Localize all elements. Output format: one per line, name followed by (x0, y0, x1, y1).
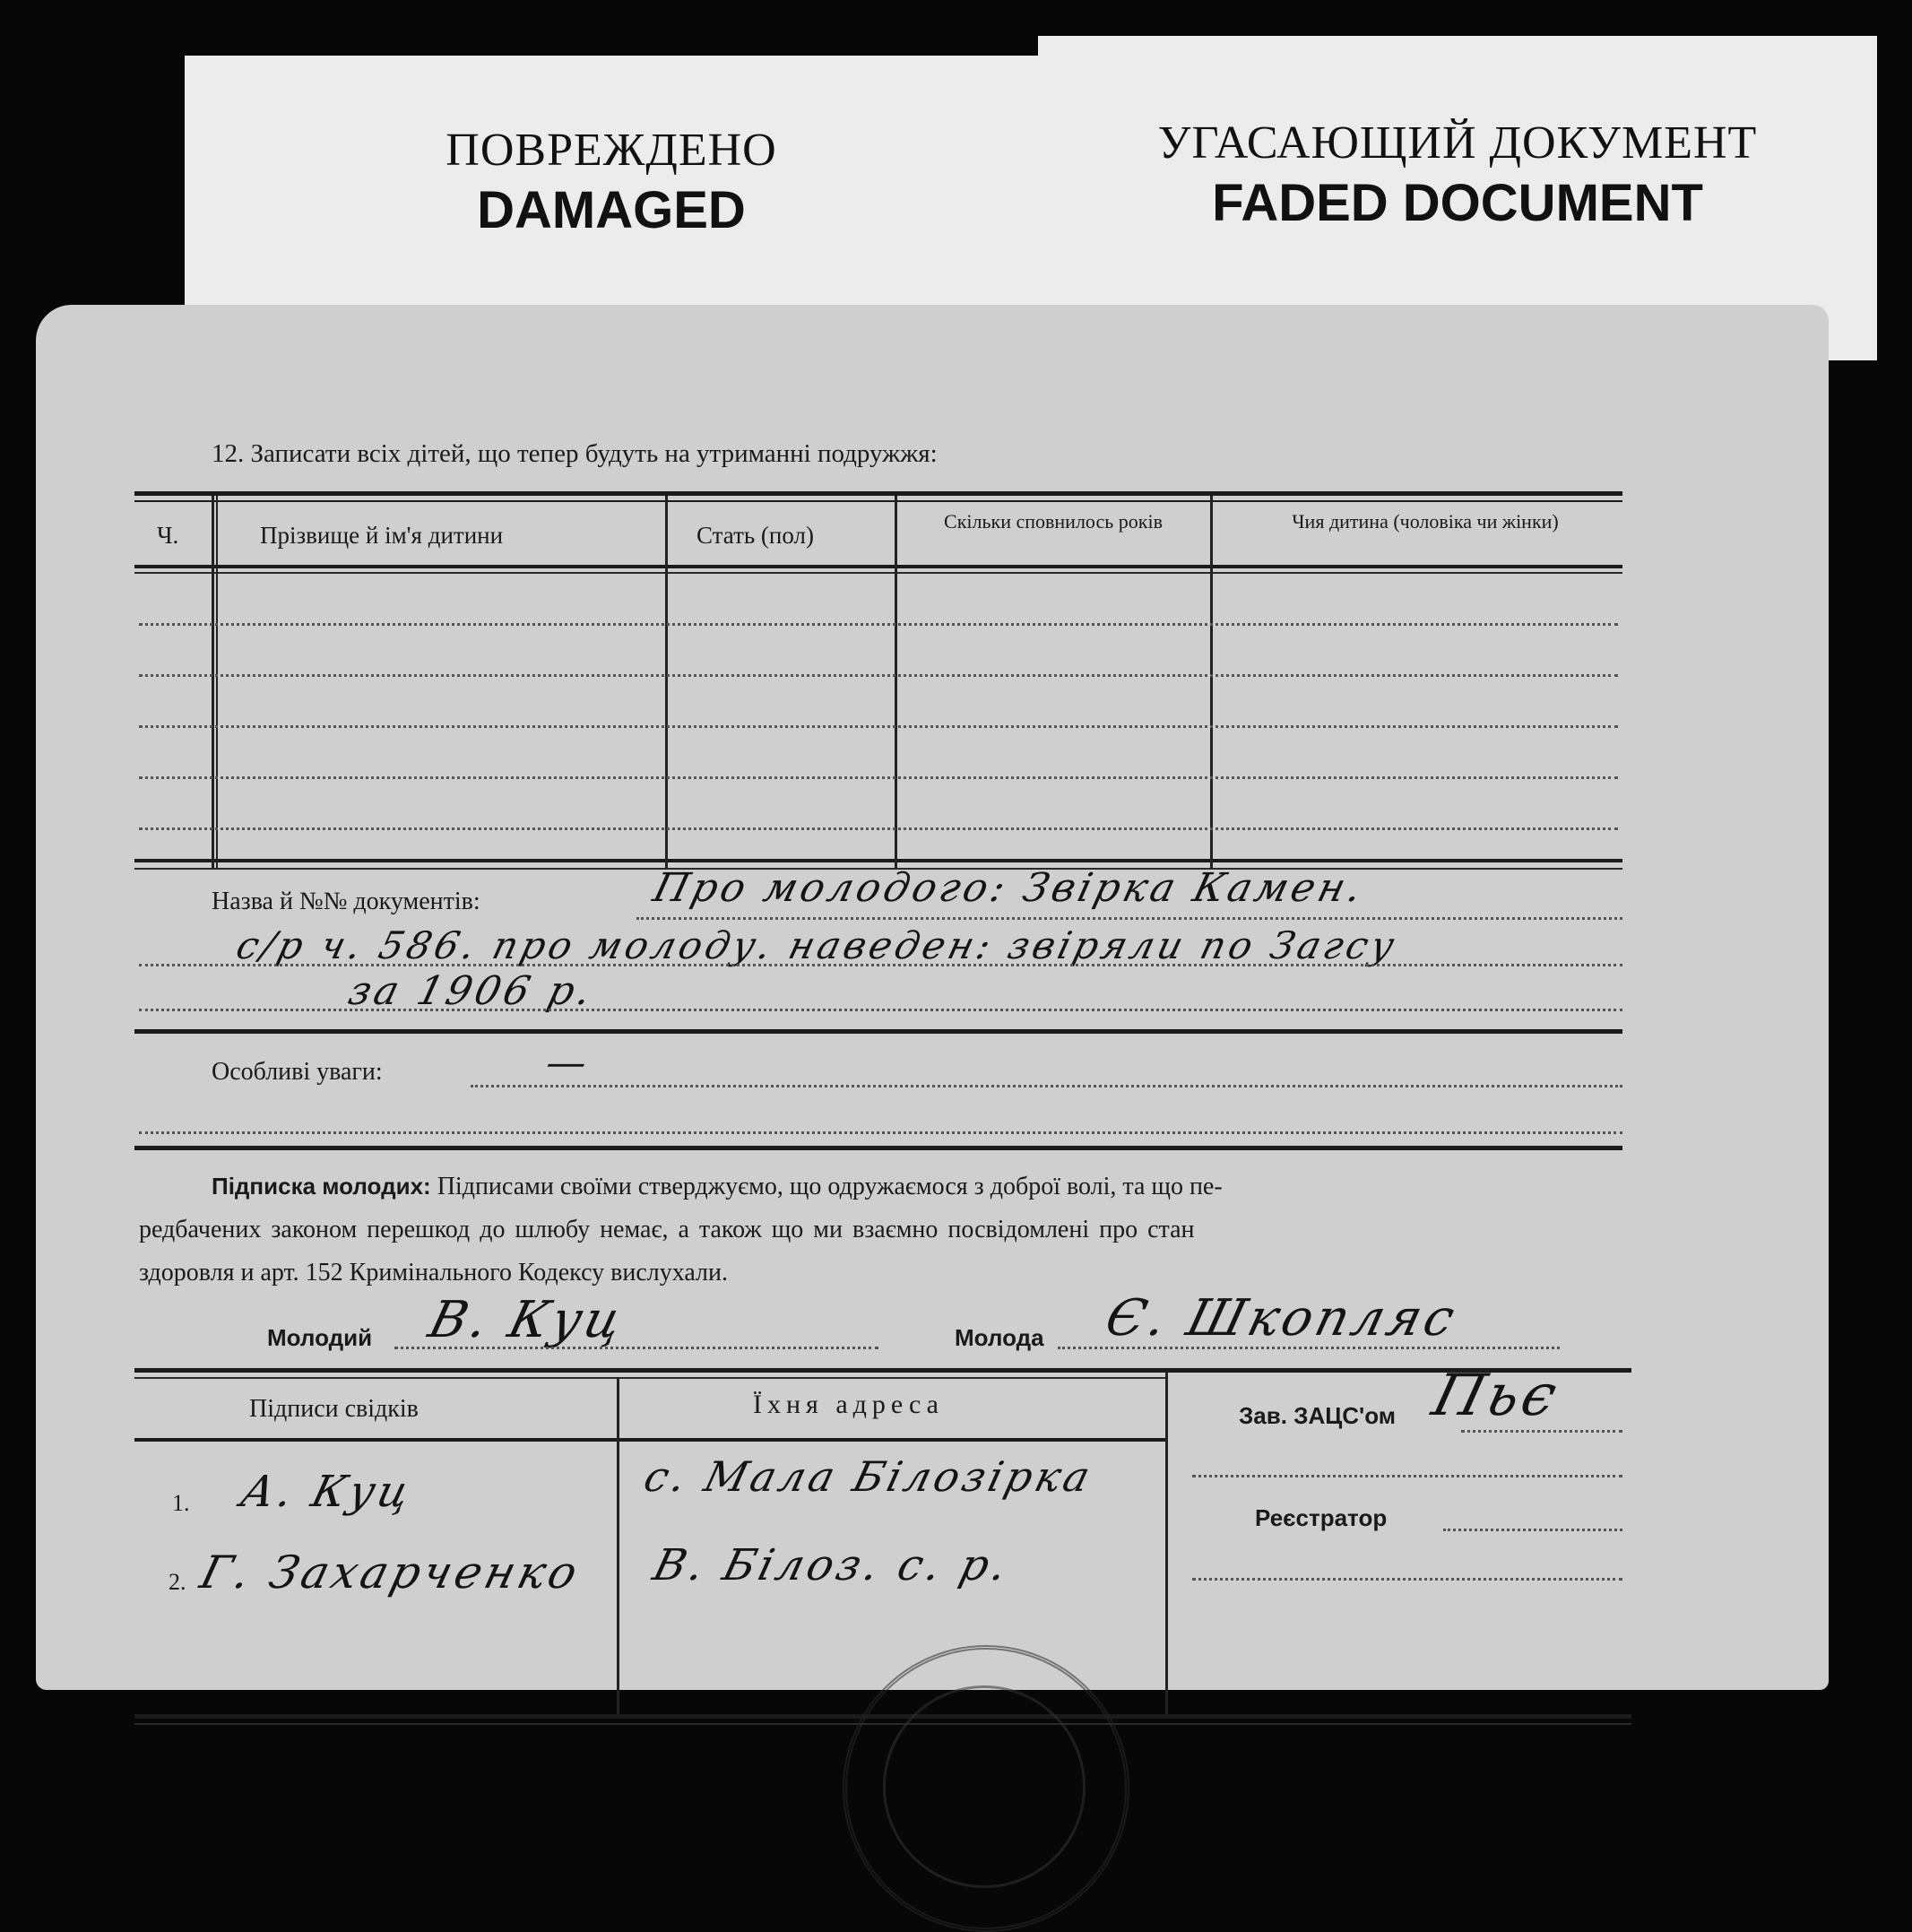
notes-label: Особливі уваги: (212, 1058, 383, 1086)
witness-1-address: с. Мала Білозірка (639, 1452, 1099, 1501)
documents-handwriting-2: с/р ч. 586. про молоду. наведен: звіряли по Загсу (231, 923, 1403, 967)
pledge-line-1 (212, 1173, 1223, 1201)
pledge-text-1: Підписами своїми стверджуємо, що одружаємося з доброї волі, та що пе- (437, 1173, 1223, 1200)
documents-handwriting-3: за 1906 р. (343, 968, 600, 1014)
faded-label-ru: УГАСАЮЩИЙ ДОКУМЕНТ (1157, 117, 1758, 169)
damaged-label-en: DAMAGED (477, 181, 746, 239)
documents-label: Назва й №№ документів: (212, 888, 480, 915)
col-number-header: Ч. (157, 522, 179, 549)
documents-handwriting-1: Про молодого: Звірка Камен. (648, 865, 1371, 911)
head-zags-label: Зав. ЗАЦС'ом (1239, 1402, 1396, 1429)
pledge-line-2: редбачених законом перешкод до шлюбу немає, а також що ми взаємно посвідомлені про стан (139, 1216, 1195, 1243)
marriage-record-sheet (36, 305, 1829, 1690)
witness-2-address: В. Білоз. с. р. (648, 1540, 1016, 1590)
faded-label-en: FADED DOCUMENT (1212, 174, 1703, 232)
registrar-label: Реєстратор (1255, 1504, 1388, 1531)
damaged-label-ru: ПОВРЕЖДЕНО (446, 125, 777, 176)
groom-label: Молодий (267, 1324, 373, 1351)
witness-2-signature: Г. Захарченко (195, 1546, 586, 1598)
head-zags-signature: Пьє (1425, 1363, 1567, 1429)
notes-value: — (541, 1040, 596, 1086)
col-whose-child-header: Чия дитина (чоловіка чи жінки) (1292, 510, 1559, 533)
item-12-heading: 12. Записати всіх дітей, що тепер будуть на утриманні подружжя: (212, 439, 938, 468)
witness-1-signature: А. Куц (236, 1467, 419, 1517)
bride-signature: Є. Шкопляс (1099, 1289, 1464, 1347)
witness-2-number: 2. (169, 1569, 186, 1595)
witness-signatures-header: Підписи свідків (249, 1395, 419, 1423)
bride-label: Молода (955, 1324, 1044, 1351)
col-sex-header: Стать (пол) (696, 522, 814, 549)
pledge-line-3: здоровля и арт. 152 Кримінального Кодексу вислухали. (139, 1259, 728, 1287)
witness-1-number: 1. (172, 1490, 190, 1516)
pledge-title: Підписка молодих: (212, 1173, 431, 1200)
official-round-seal (843, 1645, 1129, 1932)
groom-signature: В. Куц (422, 1291, 631, 1349)
col-age-header: Скільки сповнилось років (944, 510, 1163, 533)
witness-address-header: Їхня адреса (753, 1390, 944, 1419)
col-child-name-header: Прізвище й ім'я дитини (260, 522, 504, 549)
